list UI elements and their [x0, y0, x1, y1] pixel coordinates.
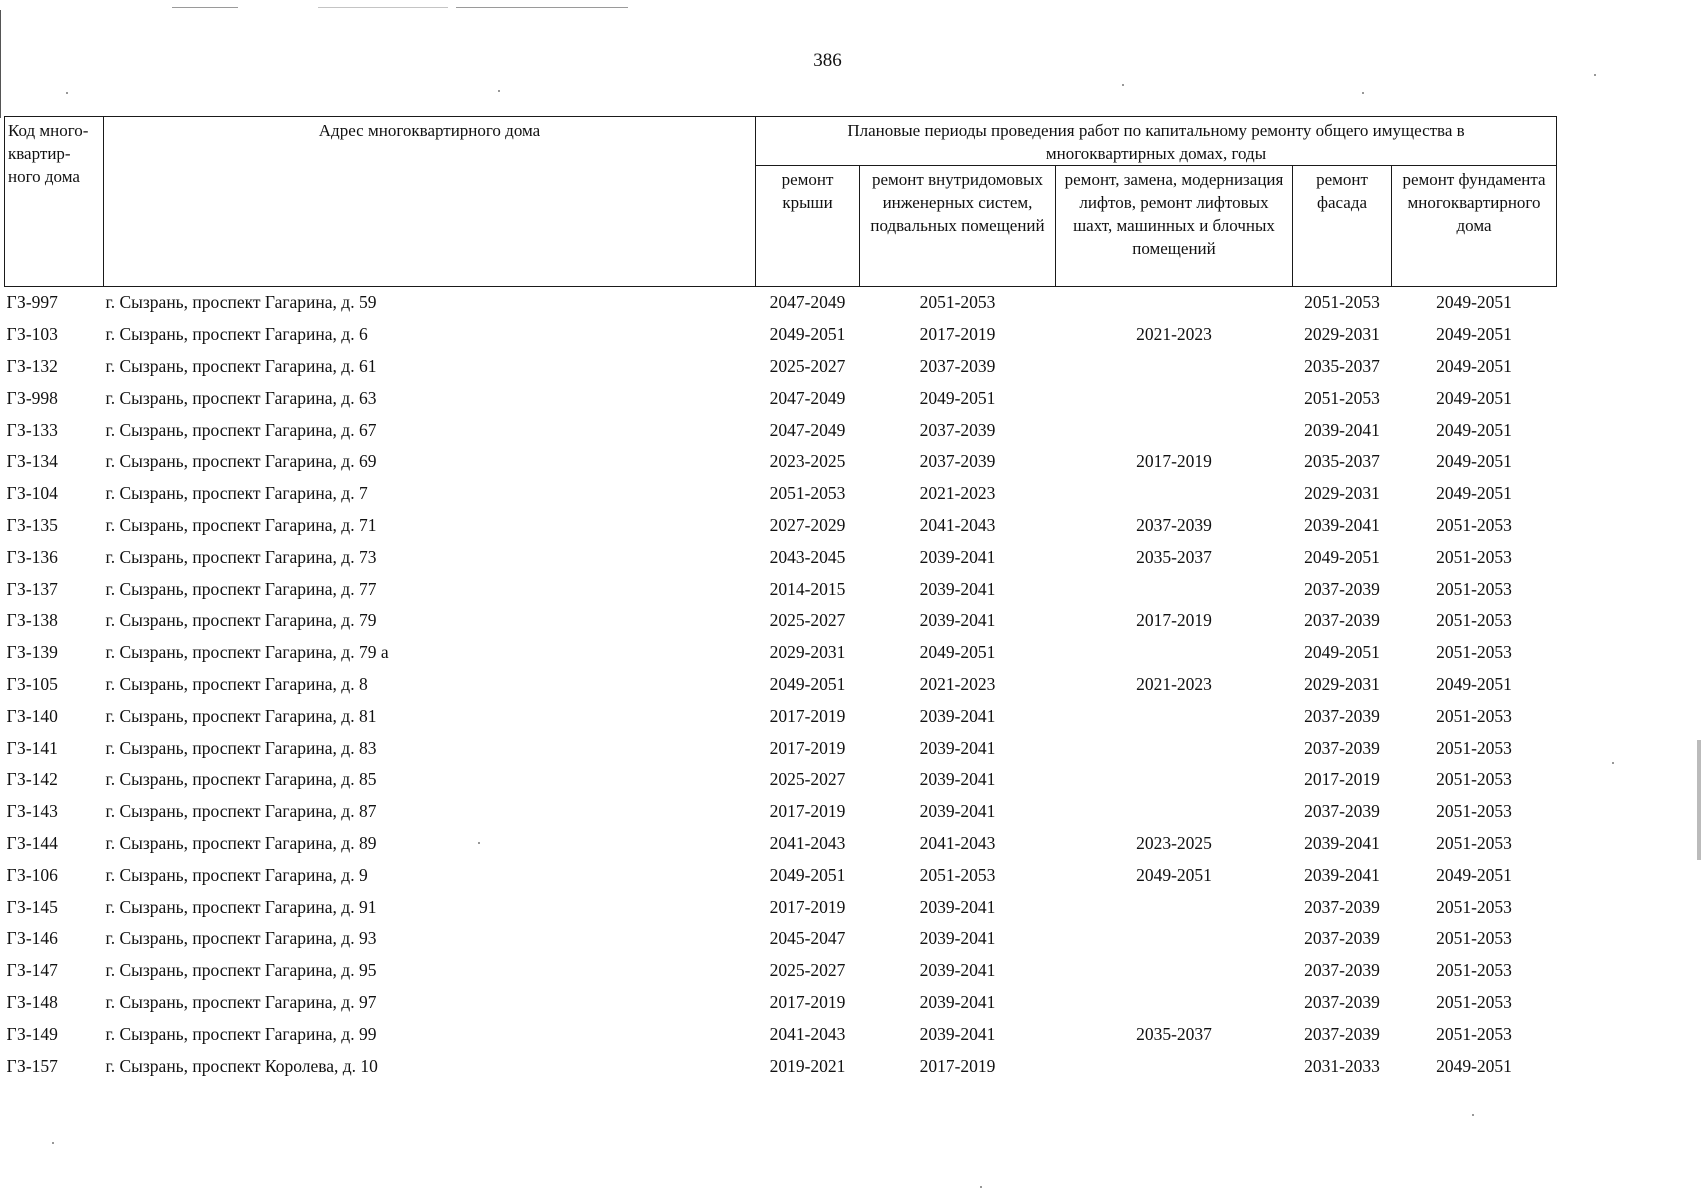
cell-engineering: 2039-2041 — [919, 610, 996, 631]
cell-address: г. Сызрань, проспект Гагарина, д. 93 — [105, 928, 377, 949]
cell-engineering: 2039-2041 — [919, 801, 996, 822]
cell-foundation: 2049-2051 — [1436, 387, 1512, 408]
table-row — [5, 859, 1557, 891]
cell-foundation: 2051-2053 — [1436, 1023, 1512, 1044]
cell-foundation: 2049-2051 — [1436, 419, 1512, 440]
scan-speck — [52, 1142, 54, 1144]
cell-roof: 2023-2025 — [769, 451, 846, 472]
cell-roof: 2041-2043 — [769, 1023, 846, 1044]
cell-foundation: 2051-2053 — [1436, 546, 1512, 567]
cell-code: ГЗ-998 — [6, 387, 58, 408]
cell-lifts: 2035-2037 — [1136, 1023, 1212, 1044]
cell-facade: 2039-2041 — [1304, 832, 1380, 853]
cell-address: г. Сызрань, проспект Гагарина, д. 79 а — [105, 642, 389, 663]
cell-roof: 2017-2019 — [769, 801, 846, 822]
cell-address: г. Сызрань, проспект Гагарина, д. 69 — [105, 451, 377, 472]
cell-facade: 2049-2051 — [1304, 546, 1380, 567]
scan-speck — [1472, 1114, 1474, 1116]
header-lifts: ремонт, замена, модернизация лифтов, ремонт лифтовых шахт, машинных и блочных помещений — [1056, 166, 1293, 287]
cell-engineering: 2039-2041 — [919, 991, 996, 1012]
scan-speck — [1594, 74, 1596, 76]
table-row — [5, 351, 1557, 383]
cell-facade: 2035-2037 — [1304, 355, 1380, 376]
scan-speck — [1122, 84, 1124, 86]
cell-facade: 2029-2031 — [1304, 324, 1380, 345]
header-engineering: ремонт внутридомовых инженерных систем, подвальных помещений — [860, 166, 1056, 287]
cell-engineering: 2041-2043 — [919, 832, 996, 853]
scan-speck — [980, 1186, 982, 1188]
scan-speck — [66, 92, 68, 94]
cell-lifts: 2035-2037 — [1136, 546, 1212, 567]
table-row — [5, 1018, 1557, 1050]
cell-lifts: 2023-2025 — [1136, 832, 1212, 853]
cell-facade: 2039-2041 — [1304, 514, 1380, 535]
cell-facade: 2029-2031 — [1304, 673, 1380, 694]
cell-address: г. Сызрань, проспект Гагарина, д. 8 — [105, 673, 368, 694]
table-row — [5, 1050, 1557, 1082]
header-roof: ремонт крыши — [756, 166, 860, 287]
header-address: Адрес многоквартирного дома — [104, 117, 756, 287]
cell-roof: 2047-2049 — [769, 419, 846, 440]
cell-facade: 2037-2039 — [1304, 578, 1380, 599]
cell-code: ГЗ-137 — [6, 578, 58, 599]
cell-code: ГЗ-144 — [6, 832, 58, 853]
cell-facade: 2037-2039 — [1304, 610, 1380, 631]
cell-address: г. Сызрань, проспект Гагарина, д. 71 — [105, 514, 377, 535]
cell-code: ГЗ-106 — [6, 864, 58, 885]
table-row — [5, 987, 1557, 1019]
cell-engineering: 2049-2051 — [919, 642, 996, 663]
cell-lifts: 2021-2023 — [1136, 324, 1212, 345]
cell-foundation: 2051-2053 — [1436, 801, 1512, 822]
repair-schedule-table — [4, 116, 1557, 1082]
cell-foundation: 2051-2053 — [1436, 991, 1512, 1012]
cell-engineering: 2039-2041 — [919, 546, 996, 567]
table-body — [5, 287, 1557, 1082]
table-row — [5, 319, 1557, 351]
table-row — [5, 732, 1557, 764]
table-row — [5, 478, 1557, 510]
cell-facade: 2017-2019 — [1304, 769, 1380, 790]
table-row — [5, 764, 1557, 796]
cell-engineering: 2037-2039 — [919, 419, 996, 440]
cell-address: г. Сызрань, проспект Гагарина, д. 95 — [105, 960, 377, 981]
cell-code: ГЗ-149 — [6, 1023, 58, 1044]
cell-lifts — [1056, 955, 1293, 987]
cell-engineering: 2039-2041 — [919, 737, 996, 758]
header-code: Код много-квартир-ного дома — [5, 117, 104, 287]
cell-code: ГЗ-136 — [6, 546, 58, 567]
cell-lifts — [1056, 351, 1293, 383]
table-header — [5, 117, 1557, 287]
cell-engineering: 2021-2023 — [919, 483, 996, 504]
cell-roof: 2051-2053 — [769, 483, 846, 504]
table-row — [5, 891, 1557, 923]
cell-roof: 2025-2027 — [769, 610, 846, 631]
cell-roof: 2045-2047 — [769, 928, 846, 949]
cell-address: г. Сызрань, проспект Гагарина, д. 91 — [105, 896, 377, 917]
cell-facade: 2037-2039 — [1304, 960, 1380, 981]
cell-code: ГЗ-143 — [6, 801, 58, 822]
cell-foundation: 2049-2051 — [1436, 451, 1512, 472]
cell-facade: 2031-2033 — [1304, 1055, 1380, 1076]
cell-address: г. Сызрань, проспект Гагарина, д. 9 — [105, 864, 368, 885]
cell-lifts — [1056, 382, 1293, 414]
cell-lifts: 2021-2023 — [1136, 673, 1212, 694]
cell-roof: 2017-2019 — [769, 896, 846, 917]
cell-address: г. Сызрань, проспект Гагарина, д. 61 — [105, 355, 377, 376]
cell-lifts: 2017-2019 — [1136, 451, 1212, 472]
cell-roof: 2025-2027 — [769, 960, 846, 981]
cell-lifts — [1056, 573, 1293, 605]
cell-lifts — [1056, 987, 1293, 1019]
cell-roof: 2014-2015 — [769, 578, 846, 599]
cell-foundation: 2049-2051 — [1436, 292, 1512, 313]
cell-engineering: 2049-2051 — [919, 387, 996, 408]
cell-facade: 2051-2053 — [1304, 387, 1380, 408]
cell-code: ГЗ-148 — [6, 991, 58, 1012]
header-periods-group: Плановые периоды проведения работ по капитальному ремонту общего имущества в многоквартирных домах, годы — [756, 117, 1557, 166]
cell-facade: 2037-2039 — [1304, 705, 1380, 726]
cell-address: г. Сызрань, проспект Гагарина, д. 97 — [105, 991, 377, 1012]
cell-roof: 2025-2027 — [769, 769, 846, 790]
page-number: 386 — [813, 50, 842, 71]
cell-code: ГЗ-157 — [6, 1055, 58, 1076]
table-row — [5, 669, 1557, 701]
cell-code: ГЗ-147 — [6, 960, 58, 981]
cell-code: ГЗ-141 — [6, 737, 58, 758]
cell-code: ГЗ-105 — [6, 673, 58, 694]
cell-roof: 2049-2051 — [769, 324, 846, 345]
table-row — [5, 605, 1557, 637]
cell-facade: 2049-2051 — [1304, 642, 1380, 663]
table-row — [5, 573, 1557, 605]
cell-address: г. Сызрань, проспект Гагарина, д. 83 — [105, 737, 377, 758]
table-row — [5, 955, 1557, 987]
scan-speck — [1612, 762, 1614, 764]
cell-roof: 2043-2045 — [769, 546, 846, 567]
cell-foundation: 2049-2051 — [1436, 1055, 1512, 1076]
cell-address: г. Сызрань, проспект Гагарина, д. 87 — [105, 801, 377, 822]
cell-foundation: 2051-2053 — [1436, 610, 1512, 631]
cell-address: г. Сызрань, проспект Гагарина, д. 63 — [105, 387, 377, 408]
scan-artifact-top-line — [172, 7, 238, 8]
cell-roof: 2025-2027 — [769, 355, 846, 376]
cell-address: г. Сызрань, проспект Гагарина, д. 81 — [105, 705, 377, 726]
cell-lifts: 2049-2051 — [1136, 864, 1212, 885]
cell-address: г. Сызрань, проспект Гагарина, д. 59 — [105, 292, 377, 313]
scan-artifact-top-line — [456, 7, 628, 8]
cell-lifts: 2017-2019 — [1136, 610, 1212, 631]
cell-lifts — [1056, 732, 1293, 764]
cell-address: г. Сызрань, проспект Гагарина, д. 89 — [105, 832, 377, 853]
cell-facade: 2029-2031 — [1304, 483, 1380, 504]
cell-engineering: 2051-2053 — [919, 864, 996, 885]
cell-roof: 2029-2031 — [769, 642, 846, 663]
cell-lifts — [1056, 796, 1293, 828]
cell-code: ГЗ-140 — [6, 705, 58, 726]
cell-foundation: 2051-2053 — [1436, 737, 1512, 758]
table-row — [5, 446, 1557, 478]
table-row — [5, 382, 1557, 414]
cell-roof: 2017-2019 — [769, 737, 846, 758]
cell-foundation: 2051-2053 — [1436, 960, 1512, 981]
cell-engineering: 2039-2041 — [919, 928, 996, 949]
cell-roof: 2049-2051 — [769, 864, 846, 885]
cell-engineering: 2039-2041 — [919, 769, 996, 790]
cell-address: г. Сызрань, проспект Гагарина, д. 67 — [105, 419, 377, 440]
cell-code: ГЗ-104 — [6, 483, 58, 504]
cell-address: г. Сызрань, проспект Гагарина, д. 85 — [105, 769, 377, 790]
cell-code: ГЗ-134 — [6, 451, 58, 472]
table-row — [5, 796, 1557, 828]
cell-foundation: 2051-2053 — [1436, 928, 1512, 949]
cell-roof: 2047-2049 — [769, 387, 846, 408]
cell-engineering: 2037-2039 — [919, 355, 996, 376]
cell-foundation: 2049-2051 — [1436, 673, 1512, 694]
cell-engineering: 2037-2039 — [919, 451, 996, 472]
cell-roof: 2019-2021 — [769, 1055, 846, 1076]
cell-foundation: 2049-2051 — [1436, 324, 1512, 345]
cell-facade: 2039-2041 — [1304, 419, 1380, 440]
cell-foundation: 2051-2053 — [1436, 769, 1512, 790]
table-row — [5, 541, 1557, 573]
cell-roof: 2041-2043 — [769, 832, 846, 853]
table-row — [5, 510, 1557, 542]
header-facade: ремонт фасада — [1293, 166, 1392, 287]
cell-address: г. Сызрань, проспект Гагарина, д. 7 — [105, 483, 368, 504]
cell-foundation: 2049-2051 — [1436, 355, 1512, 376]
scan-speck — [498, 90, 500, 92]
cell-code: ГЗ-146 — [6, 928, 58, 949]
cell-code: ГЗ-133 — [6, 419, 58, 440]
cell-facade: 2035-2037 — [1304, 451, 1380, 472]
cell-address: г. Сызрань, проспект Гагарина, д. 73 — [105, 546, 377, 567]
table-row — [5, 287, 1557, 319]
cell-engineering: 2017-2019 — [919, 1055, 996, 1076]
cell-lifts — [1056, 891, 1293, 923]
cell-roof: 2027-2029 — [769, 514, 846, 535]
scan-artifact-top-line — [318, 7, 448, 8]
cell-foundation: 2051-2053 — [1436, 832, 1512, 853]
cell-lifts — [1056, 700, 1293, 732]
cell-facade: 2037-2039 — [1304, 1023, 1380, 1044]
cell-foundation: 2049-2051 — [1436, 483, 1512, 504]
header-foundation: ремонт фундамента многоквартирного дома — [1392, 166, 1557, 287]
scan-artifact-right-edge — [1697, 740, 1701, 860]
scan-speck — [478, 842, 480, 844]
cell-code: ГЗ-997 — [6, 292, 58, 313]
cell-facade: 2039-2041 — [1304, 864, 1380, 885]
cell-engineering: 2039-2041 — [919, 578, 996, 599]
cell-address: г. Сызрань, проспект Гагарина, д. 77 — [105, 578, 377, 599]
cell-engineering: 2039-2041 — [919, 896, 996, 917]
scan-speck — [1362, 92, 1364, 94]
cell-roof: 2047-2049 — [769, 292, 846, 313]
cell-facade: 2051-2053 — [1304, 292, 1380, 313]
cell-engineering: 2017-2019 — [919, 324, 996, 345]
cell-address: г. Сызрань, проспект Гагарина, д. 99 — [105, 1023, 377, 1044]
cell-code: ГЗ-145 — [6, 896, 58, 917]
cell-lifts: 2037-2039 — [1136, 514, 1212, 535]
cell-foundation: 2051-2053 — [1436, 642, 1512, 663]
cell-code: ГЗ-138 — [6, 610, 58, 631]
cell-facade: 2037-2039 — [1304, 801, 1380, 822]
cell-code: ГЗ-142 — [6, 769, 58, 790]
cell-lifts — [1056, 478, 1293, 510]
table-row — [5, 923, 1557, 955]
cell-code: ГЗ-139 — [6, 642, 58, 663]
cell-address: г. Сызрань, проспект Королева, д. 10 — [105, 1055, 378, 1076]
table-row — [5, 414, 1557, 446]
cell-lifts — [1056, 1050, 1293, 1082]
cell-facade: 2037-2039 — [1304, 928, 1380, 949]
cell-engineering: 2039-2041 — [919, 960, 996, 981]
table-row — [5, 637, 1557, 669]
cell-roof: 2049-2051 — [769, 673, 846, 694]
cell-facade: 2037-2039 — [1304, 896, 1380, 917]
table-row — [5, 700, 1557, 732]
cell-address: г. Сызрань, проспект Гагарина, д. 79 — [105, 610, 377, 631]
cell-roof: 2017-2019 — [769, 705, 846, 726]
cell-engineering: 2021-2023 — [919, 673, 996, 694]
cell-engineering: 2051-2053 — [919, 292, 996, 313]
cell-foundation: 2051-2053 — [1436, 578, 1512, 599]
cell-engineering: 2041-2043 — [919, 514, 996, 535]
cell-address: г. Сызрань, проспект Гагарина, д. 6 — [105, 324, 368, 345]
cell-facade: 2037-2039 — [1304, 737, 1380, 758]
cell-roof: 2017-2019 — [769, 991, 846, 1012]
cell-foundation: 2049-2051 — [1436, 864, 1512, 885]
cell-engineering: 2039-2041 — [919, 705, 996, 726]
cell-facade: 2037-2039 — [1304, 991, 1380, 1012]
cell-lifts — [1056, 287, 1293, 319]
cell-lifts — [1056, 923, 1293, 955]
cell-lifts — [1056, 637, 1293, 669]
cell-code: ГЗ-132 — [6, 355, 58, 376]
cell-code: ГЗ-103 — [6, 324, 58, 345]
cell-engineering: 2039-2041 — [919, 1023, 996, 1044]
cell-foundation: 2051-2053 — [1436, 896, 1512, 917]
cell-lifts — [1056, 764, 1293, 796]
cell-lifts — [1056, 414, 1293, 446]
cell-foundation: 2051-2053 — [1436, 705, 1512, 726]
table-row — [5, 828, 1557, 860]
cell-foundation: 2051-2053 — [1436, 514, 1512, 535]
cell-code: ГЗ-135 — [6, 514, 58, 535]
